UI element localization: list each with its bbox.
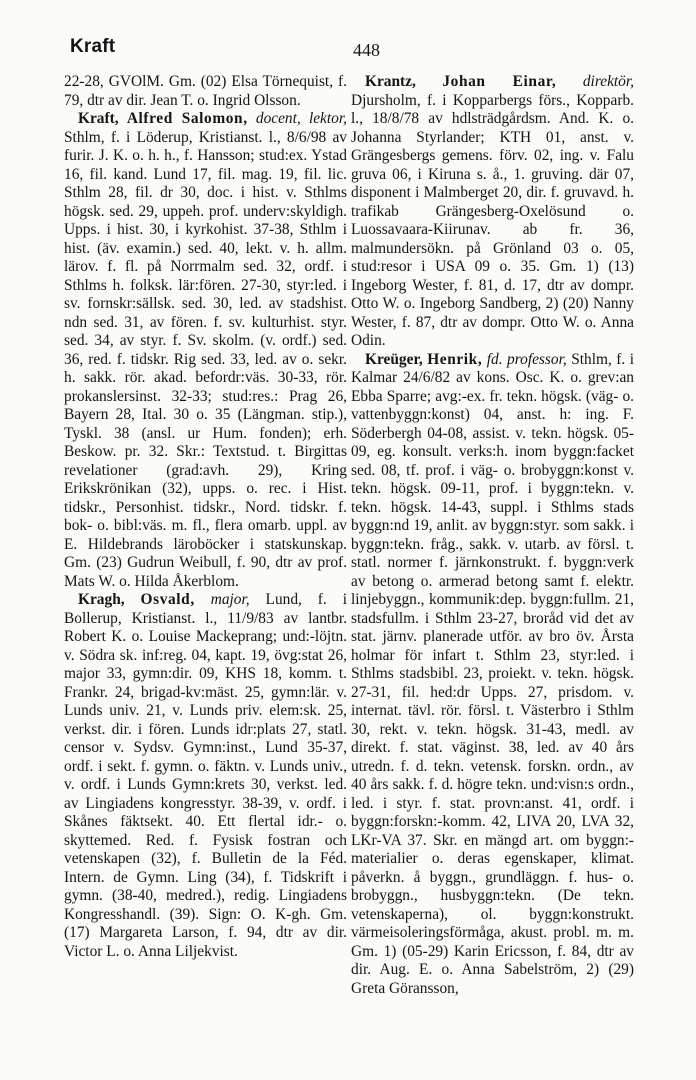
entry-title: direktör, (582, 73, 634, 90)
entry-surname: Krantz, (365, 73, 416, 90)
entry-kraft (64, 110, 347, 591)
left-column (64, 73, 347, 961)
running-head: Kraft (70, 36, 116, 57)
entry-body: Sthlm, f. i Kalmar 24/6/82 av kons. Osc. K. o. grev:an Ebba Sparre; avg:-ex. fr. tekn. högsk. (väg- o. vattenbyggn:konst) 04, anst. h: ing. F. Söderbergh 04-08, assist. v. tekn. högsk. 05-09, eg. konsult. verks:h. inom byggn:facket sed. 08, tf. prof. i väg- o. brobyggn:konst v. tekn. högsk. 09-11, prof. i byggn:tekn. v. tekn. högsk. 14-43, suppl. i Sthlms stads byggn:nd 19, anlit. av byggn:styr. som sakk. i byggn:tekn. fråg., sakk. v. utarb. av försl. t. statl. normer f. järnkonstrukt. f. byggn:verk av betong o. armerad betong samt f. elektr. linjebyggn., kommunik:dep. byggn:fullm. 21, stadsfullm. i Sthlm 23-27, broråd vid det av stat. järnv. planerade utför. av bro öv. Årsta holmar för infart t. Sthlm 23, styr:led. i Sthlms stadsbibl. 23, proiekt. v. tekn. högsk. 27-31, fil. hed:dr Upps. 27, prisdom. v. internat. tävl. rör. försl. t. Västerbro i Sthlm 30, rekt. v. tekn. högsk. 31-43, medl. av direkt. f. stat. väginst. 38, led. av 40 års utredn. f. d. tekn. vetensk. forskn. ordn., av 40 års sakk. f. d. högre tekn. und:visn:s ordn., led. i styr. f. stat. provn:anst. 41, ordf. i byggn:forskn:-komm. 42, LIVA 20, LVA 32, LKr-VA 37. Skr. en mängd art. om byggn:-materialier o. deras egenskaper, klimat. påverkn. å byggn., grundläggn. f. hus- o. brobyggn., husbyggn:tekn. (De tekn. vetenskaperna), ol. byggn:konstrukt. värmeisoleringsförmåga, akust. probl. m. m. Gm. 1) (05-29) Karin Ericsson, f. 84, dtr av dir. Aug. E. o. Anna Sabelström, 2) (29) Greta Göransson, (351, 350, 634, 997)
entry-body: 22-28, GVOlM. Gm. (02) Elsa Törnequist, f. 79, dtr av dir. Jean T. o. Ingrid Olsson. (64, 73, 347, 109)
entry-kreuger (351, 351, 634, 999)
entry-surname: Kraft, (78, 110, 119, 127)
right-column (351, 73, 634, 998)
entry-body: Sthlm, f. i Löderup, Kristianst. l., 8/6/98 av furir. J. K. o. h. h., f. Hansson; stud:ex. Ystad 16, fil. kand. Lund 17, fil. mag. 19, fil. lic. Sthlm 28, fil. dr 30, doc. i hist. v. Sthlms högsk. sed. 29, uppeh. prof. underv:skyldigh. Upps. i hist. 30, i kyrkohist. 37-38, Sthlm i hist. (äv. examin.) sed. 40, lekt. v. h. allm. lärov. f. fl. på Norrmalm sed. 32, ordf. i Sthlms h. folksk. lär:fören. 27-30, styr:led. i sv. fornskr:sällsk. sed. 30, led. av stadshist. ndn sed. 31, av fören. f. sv. kulturhist. styr. sed. 34, av styr. f. Sv. skolm. (v. ordf.) sed. 36, red. f. tidskr. Rig sed. 33, led. av o. sekr. h. sakk. rör. akad. befordr:väs. 30-33, rör. prokanslersinst. 32-33; stud:res.: Prag 26, Bayern 28, Ital. 30 o. 35 (Längman. stip.), Tyskl. 38 (ansl. ur Hum. fonden); erh. Beskow. pr. 32. Skr.: Textstud. t. Birgittas revelationer (grad:avh. 29), Kring Erikskrönikan (32), upps. o. rec. i Hist. tidskr., Personhist. tidskr., Nord. tidskr. f. bok- o. bibl:väs. m. fl., flera omarb. uppl. av E. Hildebrands läroböcker i statskunskap. Gm. (23) Gudrun Weibull, f. 90, dtr av prof. Mats W. o. Hilda Åkerblom. (64, 128, 347, 590)
entry-continuation (64, 73, 347, 110)
entry-kragh (64, 591, 347, 961)
entry-given-name: Alfred Salomon, (126, 110, 248, 127)
entry-body: Djursholm, f. i Kopparbergs förs., Kopparb. l., 18/8/78 av hdlsträdgårdsm. And. K. o. Johanna Styrlander; KTH 01, anst. v. Grängesbergs gemens. förv. 02, ing. v. Falu gruva 06, i Kiruna s. å., 1. gruving. där 07, disponent i Malmberget 20, dir. f. gruvavd. h. trafikab Grängesberg-Oxelösund o. Luossavaara-Kiirunav. ab fr. 36, malmundersökn. på Grönland 03 o. 05, stud:resor i USA 09 o. 35. Gm. 1) (13) Ingeborg Wester, f. 81, d. 17, dtr av dompr. Otto W. o. Ingeborg Sandberg, 2) (20) Nanny Wester, f. 87, dtr av dompr. Otto W. o. Anna Odin. (351, 91, 634, 349)
entry-title: major, (210, 591, 250, 608)
page-number: 448 (353, 40, 380, 60)
entry-surname: Kreüger, (365, 350, 423, 368)
entry-title: docent, lektor, (255, 110, 347, 127)
entry-given-name: Johan Einar, (442, 73, 557, 90)
entry-krantz (351, 73, 634, 351)
entry-surname: Kragh, (78, 591, 125, 608)
entry-body: Lund, f. i Bollerup, Kristianst. l., 11/9/83 av lantbr. Robert K. o. Louise Mackeprang; und:-löjtn. v. Södra sk. inf:reg. 04, kapt. 19, övg:stat 26, major 33, gymn:dir. 09, KHS 18, komm. t. Frankr. 24, brigad-kv:mäst. 25, gymn:lär. v. Lunds univ. 21, v. Lunds priv. elem:sk. 25, verkst. dir. i fören. Lunds idr:plats 27, statl. censor v. Sydsv. Gymn:inst., Lund 35-37, ordf. i sekt. f. gymn. o. fäktn. v. Lunds univ., v. ordf. i Lunds Gymn:krets 30, verkst. led. av Lingiadens kongresstyr. 38-39, v. ordf. i Skånes fäktsekt. 40. Ett flertal idr.- o. skyttemed. Red. f. Fysisk fostran och vetenskapen (32), f. Bulletin de la Féd. Intern. de Gymn. Ling (34), f. Tidskrift i gymn. (38-40, medred.), redig. Lingiadens Kongresshandl. (39). Sign: O. K-gh. Gm. (17) Margareta Larson, f. 94, dtr av dir. Victor L. o. Anna Liljekvist. (64, 591, 347, 960)
entry-given-name: Henrik, (427, 350, 483, 368)
entry-title: fd. professor, (486, 350, 567, 368)
entry-given-name: Osvald, (140, 591, 195, 608)
